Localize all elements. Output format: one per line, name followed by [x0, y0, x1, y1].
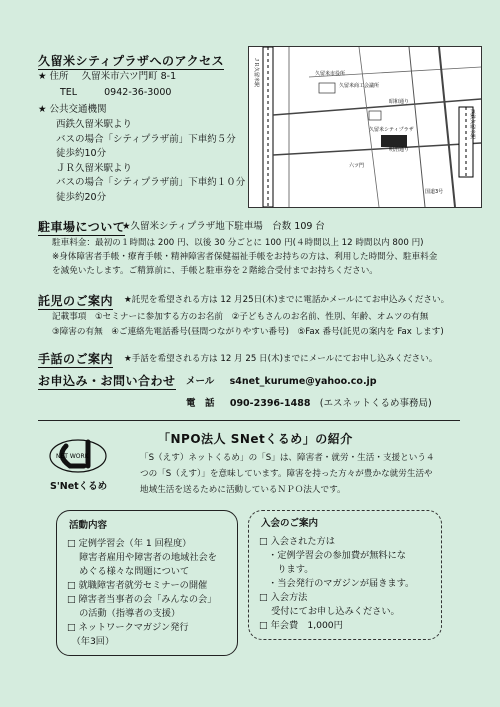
list-item: ・定例学習会の参加費が無料にな — [259, 550, 406, 561]
membership-list — [259, 535, 414, 633]
route-line: 徒歩約20分 — [56, 191, 107, 203]
phone-note: (エスネットくるめ事務局) — [319, 398, 432, 409]
tel-value: 0942-36-3000 — [104, 87, 172, 98]
route-line: 徒歩約10分 — [56, 148, 107, 160]
route-line: バスの場合「シティプラザ前」下車約１０分 — [56, 177, 246, 189]
map-label: ＪＲ久留米駅 — [253, 57, 259, 88]
childcare-line: ★託児を希望される方は 12 月25日(木)までに電話かメールにてお申込みください。 — [124, 295, 450, 305]
phone-row — [186, 397, 432, 411]
list-item: □ 年会費 1,000円 — [259, 620, 343, 631]
map-label: 六ツ門 — [349, 163, 365, 169]
parking-line: 駐車料金：最初の１時間は 200 円、以後 30 分ごとに 100 円(４時間以上 12 時間以内 800 円) — [52, 238, 424, 248]
childcare-line: ③障害の有無 ④ご連絡先電話番号(昼間つながりやすい番号) ⑤Fax 番号(託児の案内を Fax します) — [52, 327, 444, 337]
route-list — [56, 118, 245, 206]
tel-label: TEL — [60, 87, 78, 98]
list-item: □ 入会された方は — [259, 536, 335, 547]
list-item: （年3回） — [67, 636, 115, 647]
parking-line: ※身体障害者手帳・療育手帳・精神障害者保健福祉手帳をお持ちの方は、利用した時間分、駐車料金 — [52, 252, 438, 262]
childcare-title: 託児のご案内 — [38, 294, 114, 308]
npo-desc: 地域生活を送るために活動しているＮＰＯ法人です。 — [140, 485, 346, 495]
mail-label: メール — [186, 376, 215, 387]
route-line: バスの場合「シティプラザ前」下車約５分 — [56, 133, 236, 145]
list-item: □ 入会方法 — [259, 592, 308, 603]
map-label: 久留米商工会議所 — [339, 83, 380, 89]
address-row — [38, 70, 176, 84]
childcare-line: 記載事項 ①セミナーに参加する方のお名前 ②子どもさんのお名前、性別、年齢、オムツの有無 — [52, 312, 429, 322]
list-item: ります。 — [259, 564, 314, 575]
mail-row — [186, 375, 377, 389]
parking-title: 駐車場について — [38, 220, 126, 234]
sign-title: 手話のご案内 — [38, 352, 114, 366]
phone-label: 電 話 — [186, 398, 215, 409]
npo-desc: 「S（えす）ネットくるめ」の「S」は、障害者・就労・生活・支援という４ — [140, 453, 435, 463]
map-label: 明治通り — [389, 147, 410, 153]
tel-row — [60, 86, 171, 100]
section-divider — [38, 420, 460, 421]
contact-title: お申込み・お問い合わせ — [38, 374, 176, 388]
address-value: 久留米市六ツ門町 8-1 — [81, 71, 177, 82]
logo-text: NET WORK — [56, 453, 89, 460]
map-label: 昭和通り — [389, 99, 410, 105]
parking-line: を減免いたします。ご精算前に、手帳と駐車券を２階総合受付までお持ちください。 — [52, 266, 378, 276]
route-line: ＪＲ久留米駅より — [56, 162, 133, 174]
list-item: □ 障害者当事者の会「みんなの会」 — [67, 594, 217, 605]
route-line: 西鉄久留米駅より — [56, 119, 133, 130]
map-label: 久留米シティプラザ — [369, 127, 414, 133]
map-label: 久留米市役所 — [315, 71, 346, 77]
transport-label: ★ 公共交通機関 — [38, 104, 107, 115]
membership-box — [248, 510, 442, 640]
npo-desc: つの「S（えす）」を意味しています。障害を持った方々が豊かな就労生活や — [140, 469, 433, 479]
map-drawing — [249, 47, 481, 207]
list-item: めぐる様々な問題について — [67, 566, 190, 577]
activities-title: 活動内容 — [69, 520, 108, 531]
list-item: の活動（指導者の支援） — [67, 608, 181, 619]
activities-list — [67, 537, 217, 649]
list-item: □ 定例学習会（年 1 回程度） — [67, 538, 192, 549]
membership-title: 入会のご案内 — [261, 518, 319, 529]
parking-line: ★久留米シティプラザ地下駐車場 台数 109 台 — [122, 221, 325, 232]
map-label: 国道3号 — [425, 189, 444, 195]
phone-number[interactable]: 090-2396-1488 — [229, 398, 311, 409]
map-label: 西鉄久留米駅 — [469, 109, 475, 140]
list-item: 障害者雇用や障害者の地域社会を — [67, 552, 217, 563]
address-label: ★ 住所 — [38, 71, 69, 82]
npo-title: 「NPO法人 SNetくるめ」の紹介 — [158, 432, 353, 446]
list-item: 受付にてお申し込みください。 — [259, 606, 400, 617]
logo-name: S'Netくるめ — [50, 481, 108, 492]
activities-box — [56, 510, 238, 656]
mail-address[interactable]: s4net_kurume@yahoo.co.jp — [229, 376, 377, 387]
access-map — [248, 46, 482, 208]
sign-line: ★手話を希望される方は 12 月 25 日(木)までにメールにてお申し込みください。 — [124, 354, 438, 364]
list-item: ・当会発行のマガジンが届きます。 — [259, 578, 415, 589]
list-item: □ 就職障害者就労セミナーの開催 — [67, 580, 208, 591]
list-item: □ ネットワークマガジン発行 — [67, 622, 189, 633]
access-title: 久留米シティプラザへのアクセス — [38, 54, 225, 68]
